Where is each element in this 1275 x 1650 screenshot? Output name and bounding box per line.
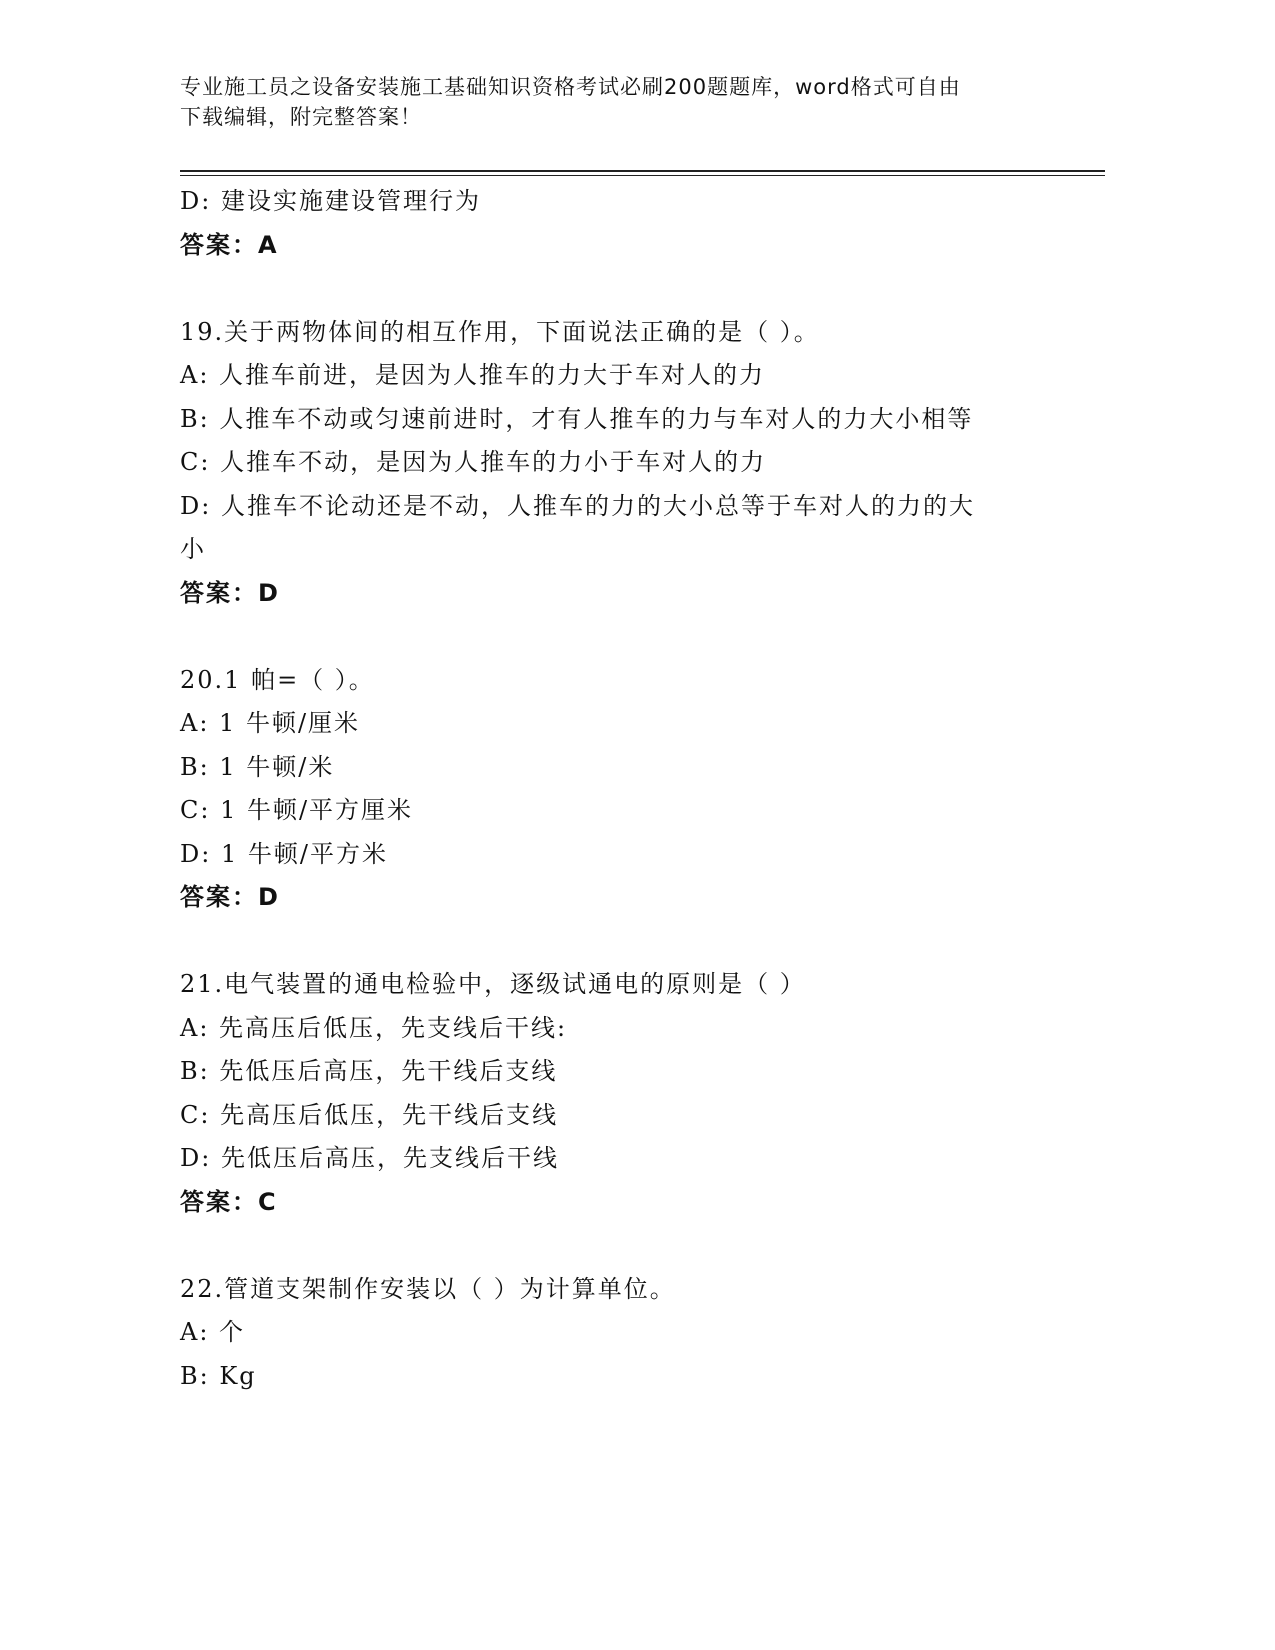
- question-block: [180, 1268, 1060, 1399]
- answer-line: 答案：D: [180, 883, 280, 911]
- option-c: C: 1 牛顿/平方厘米: [180, 796, 414, 824]
- answer-line: 答案：C: [180, 1187, 278, 1216]
- question-block: [180, 963, 1060, 1224]
- option-a: A: 1 牛顿/厘米: [180, 709, 361, 737]
- question-stem: 19.关于两物体间的相互作用，下面说法正确的是（ ）。: [180, 317, 820, 346]
- spacer: [180, 267, 1060, 311]
- header-title-line-2: 下载编辑，附完整答案！: [180, 105, 422, 129]
- question-stem: 21.电气装置的通电检验中，逐级试通电的原则是（ ）: [180, 970, 806, 998]
- option-a: A: 个: [180, 1318, 246, 1346]
- document-header: [180, 72, 1040, 132]
- option-d: D: 人推车不论动还是不动，人推车的力的大小总等于车对人的力的大: [180, 491, 975, 520]
- option-c: C: 先高压后低压，先干线后支线: [180, 1100, 559, 1129]
- option-c: C: 人推车不动，是因为人推车的力小于车对人的力: [180, 448, 767, 476]
- question-stem: 22.管道支架制作安装以（ ）为计算单位。: [180, 1274, 676, 1303]
- option-b: B: Kg: [180, 1361, 257, 1390]
- option-a: A: 人推车前进，是因为人推车的力大于车对人的力: [180, 361, 766, 389]
- answer-line: 答案：A: [180, 230, 279, 259]
- question-block: [180, 311, 1060, 616]
- option-b: B: 先低压后高压，先干线后支线: [180, 1057, 558, 1085]
- question-block: [180, 180, 1060, 267]
- option-d: D: 先低压后高压，先支线后干线: [180, 1144, 559, 1172]
- spacer: [180, 615, 1060, 659]
- spacer: [180, 920, 1060, 964]
- question-list: [180, 180, 1060, 1398]
- option-a: A: 先高压后低压，先支线后干线:: [180, 1013, 568, 1042]
- header-title-line-1: 专业施工员之设备安装施工基础知识资格考试必刷200题题库，word格式可自由: [180, 75, 961, 99]
- header-divider: [180, 170, 1105, 172]
- option-b: B: 人推车不动或匀速前进时，才有人推车的力与车对人的力大小相等: [180, 404, 974, 433]
- option-d-continued: 小: [180, 535, 206, 563]
- option-b: B: 1 牛顿/米: [180, 752, 335, 781]
- header-divider-thin: [180, 175, 1105, 176]
- option-d: D: 建设实施建设管理行为: [180, 187, 481, 215]
- spacer: [180, 1224, 1060, 1268]
- answer-line: 答案：D: [180, 578, 280, 607]
- option-d: D: 1 牛顿/平方米: [180, 839, 388, 868]
- question-stem: 20.1 帕=（ ）。: [180, 665, 375, 694]
- question-block: [180, 659, 1060, 920]
